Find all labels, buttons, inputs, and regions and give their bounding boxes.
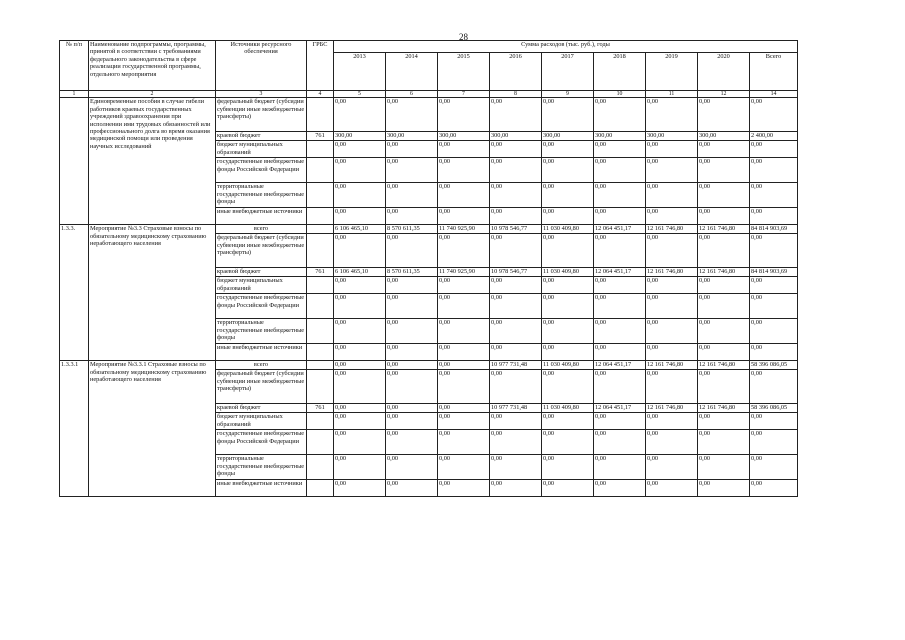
year-value: 0,00 (646, 208, 698, 225)
column-number: 4 (307, 91, 334, 98)
year-value: 0,00 (490, 158, 542, 183)
year-value: 0,00 (490, 183, 542, 208)
funding-source: территориальные государственные внебюджетные фонды (216, 455, 307, 480)
year-value: 0,00 (646, 480, 698, 497)
year-value: 0,00 (490, 430, 542, 455)
budget-table (59, 40, 798, 497)
year-value: 0,00 (386, 141, 438, 158)
year-value: 12 161 746,80 (646, 268, 698, 277)
funding-source: государственные внебюджетные фонды Российской Федерации (216, 158, 307, 183)
source-total-label: всего (216, 361, 307, 370)
year-value: 11 030 409,80 (542, 361, 594, 370)
year-value: 12 064 451,17 (594, 361, 646, 370)
year-value: 0,00 (438, 344, 490, 361)
year-value: 12 161 746,80 (646, 361, 698, 370)
column-number: 12 (698, 91, 750, 98)
row-index: 1.3.3.1 (60, 361, 89, 497)
funding-source: иные внебюджетные источники (216, 344, 307, 361)
year-value: 0,00 (542, 430, 594, 455)
year-value: 0,00 (594, 430, 646, 455)
year-value: 0,00 (334, 413, 386, 430)
year-value: 0,00 (594, 480, 646, 497)
year-value: 0,00 (386, 413, 438, 430)
header-year: 2018 (594, 53, 646, 91)
total-value: 2 400,00 (750, 132, 798, 141)
year-value: 0,00 (594, 277, 646, 294)
year-value: 10 978 546,77 (490, 268, 542, 277)
year-value: 0,00 (490, 208, 542, 225)
year-value: 0,00 (386, 319, 438, 344)
year-value: 0,00 (646, 234, 698, 268)
grbs-code (307, 183, 334, 208)
year-value: 0,00 (490, 319, 542, 344)
year-value: 0,00 (698, 294, 750, 319)
header-year: 2013 (334, 53, 386, 91)
grbs-code (307, 430, 334, 455)
year-value: 0,00 (542, 319, 594, 344)
year-value: 6 106 465,10 (334, 225, 386, 234)
funding-source: краевой бюджет (216, 268, 307, 277)
year-value: 0,00 (438, 413, 490, 430)
year-value: 0,00 (594, 158, 646, 183)
year-value: 0,00 (594, 183, 646, 208)
funding-source: федеральный бюджет (субсидии субвенции иные межбюджетные трансферты) (216, 234, 307, 268)
grbs-code (307, 234, 334, 268)
total-value: 0,00 (750, 344, 798, 361)
total-value: 0,00 (750, 98, 798, 132)
grbs-code (307, 225, 334, 234)
year-value: 0,00 (698, 141, 750, 158)
grbs-code (307, 413, 334, 430)
year-value: 0,00 (438, 455, 490, 480)
year-value: 0,00 (334, 234, 386, 268)
year-value: 0,00 (698, 234, 750, 268)
year-value: 300,00 (490, 132, 542, 141)
year-value: 0,00 (698, 455, 750, 480)
year-value: 0,00 (698, 208, 750, 225)
column-number: 6 (386, 91, 438, 98)
year-value: 0,00 (646, 183, 698, 208)
funding-source: иные внебюджетные источники (216, 208, 307, 225)
year-value: 0,00 (698, 370, 750, 404)
year-value: 0,00 (386, 98, 438, 132)
year-value: 300,00 (542, 132, 594, 141)
year-value: 0,00 (698, 98, 750, 132)
total-value: 0,00 (750, 319, 798, 344)
funding-source: бюджет муниципальных образований (216, 413, 307, 430)
year-value: 0,00 (490, 344, 542, 361)
year-value: 11 740 925,90 (438, 225, 490, 234)
year-value: 6 106 465,10 (334, 268, 386, 277)
year-value: 0,00 (646, 158, 698, 183)
total-value: 58 396 086,05 (750, 404, 798, 413)
year-value: 0,00 (698, 277, 750, 294)
year-value: 0,00 (490, 141, 542, 158)
year-value: 0,00 (490, 455, 542, 480)
year-value: 0,00 (594, 98, 646, 132)
header-year: 2020 (698, 53, 750, 91)
year-value: 0,00 (698, 430, 750, 455)
year-value: 12 064 451,17 (594, 404, 646, 413)
year-value: 0,00 (386, 208, 438, 225)
total-value: 0,00 (750, 183, 798, 208)
year-value: 0,00 (594, 370, 646, 404)
year-value: 0,00 (386, 234, 438, 268)
header-year: 2019 (646, 53, 698, 91)
measure-name: Мероприятие №3.3.1 Страховые взносы по обязательному медицинскому страхованию неработающего населения (89, 361, 216, 497)
year-value: 0,00 (438, 208, 490, 225)
column-number: 3 (216, 91, 307, 98)
grbs-code (307, 141, 334, 158)
grbs-code (307, 370, 334, 404)
year-value: 0,00 (542, 370, 594, 404)
total-value: 58 396 086,05 (750, 361, 798, 370)
total-value: 84 814 903,69 (750, 225, 798, 234)
grbs-code (307, 208, 334, 225)
header-year: 2015 (438, 53, 490, 91)
year-value: 0,00 (490, 480, 542, 497)
grbs-code (307, 158, 334, 183)
year-value: 12 161 746,80 (646, 404, 698, 413)
year-value: 0,00 (438, 158, 490, 183)
year-value: 0,00 (334, 98, 386, 132)
grbs-code (307, 455, 334, 480)
column-number: 11 (646, 91, 698, 98)
funding-source: иные внебюджетные источники (216, 480, 307, 497)
year-value: 0,00 (542, 455, 594, 480)
year-value: 0,00 (698, 480, 750, 497)
funding-source: территориальные государственные внебюджетные фонды (216, 183, 307, 208)
year-value: 11 030 409,80 (542, 404, 594, 413)
year-value: 0,00 (594, 319, 646, 344)
year-value: 0,00 (386, 370, 438, 404)
year-value: 0,00 (698, 183, 750, 208)
year-value: 0,00 (438, 404, 490, 413)
year-value: 0,00 (386, 183, 438, 208)
funding-source: территориальные государственные внебюджетные фонды (216, 319, 307, 344)
year-value: 0,00 (490, 294, 542, 319)
column-number: 1 (60, 91, 89, 98)
year-value: 0,00 (386, 344, 438, 361)
year-value: 0,00 (646, 430, 698, 455)
year-value: 0,00 (542, 234, 594, 268)
year-value: 300,00 (438, 132, 490, 141)
total-value: 0,00 (750, 234, 798, 268)
header-sum: Сумма расходов (тыс. руб.), годы (334, 41, 798, 53)
total-value: 0,00 (750, 480, 798, 497)
year-value: 0,00 (646, 319, 698, 344)
grbs-code: 761 (307, 132, 334, 141)
grbs-code (307, 344, 334, 361)
year-value: 0,00 (334, 141, 386, 158)
measure-name: Мероприятие №3.3 Страховые взносы по обязательному медицинскому страхованию неработающего населения (89, 225, 216, 361)
year-value: 0,00 (334, 294, 386, 319)
year-value: 0,00 (542, 208, 594, 225)
year-value: 11 030 409,80 (542, 268, 594, 277)
year-value: 0,00 (542, 413, 594, 430)
total-value: 0,00 (750, 208, 798, 225)
row-index: 1.3.3. (60, 225, 89, 361)
year-value: 0,00 (542, 277, 594, 294)
funding-source: федеральный бюджет (субсидии субвенции иные межбюджетные трансферты) (216, 98, 307, 132)
year-value: 0,00 (334, 404, 386, 413)
year-value: 0,00 (438, 294, 490, 319)
column-number: 2 (89, 91, 216, 98)
table-row (60, 225, 798, 234)
total-value: 0,00 (750, 277, 798, 294)
year-value: 12 161 746,80 (698, 404, 750, 413)
column-number: 14 (750, 91, 798, 98)
year-value: 0,00 (438, 361, 490, 370)
year-value: 10 977 731,48 (490, 361, 542, 370)
total-value: 0,00 (750, 430, 798, 455)
year-value: 0,00 (698, 319, 750, 344)
total-value: 0,00 (750, 370, 798, 404)
year-value: 0,00 (386, 404, 438, 413)
header-year: 2017 (542, 53, 594, 91)
year-value: 0,00 (646, 141, 698, 158)
year-value: 0,00 (542, 141, 594, 158)
source-total-label: всего (216, 225, 307, 234)
year-value: 0,00 (334, 208, 386, 225)
grbs-code (307, 319, 334, 344)
year-value: 0,00 (438, 183, 490, 208)
year-value: 0,00 (490, 234, 542, 268)
funding-source: краевой бюджет (216, 132, 307, 141)
year-value: 0,00 (594, 208, 646, 225)
year-value: 0,00 (646, 98, 698, 132)
year-value: 12 064 451,17 (594, 225, 646, 234)
row-index (60, 98, 89, 225)
header-total: Всего (750, 53, 798, 91)
year-value: 12 161 746,80 (698, 361, 750, 370)
header-year: 2014 (386, 53, 438, 91)
year-value: 0,00 (334, 319, 386, 344)
year-value: 0,00 (438, 98, 490, 132)
year-value: 0,00 (334, 183, 386, 208)
grbs-code (307, 294, 334, 319)
funding-source: федеральный бюджет (субсидии субвенции иные межбюджетные трансферты) (216, 370, 307, 404)
year-value: 10 978 546,77 (490, 225, 542, 234)
column-number: 8 (490, 91, 542, 98)
year-value: 0,00 (438, 480, 490, 497)
funding-source: государственные внебюджетные фонды Российской Федерации (216, 430, 307, 455)
year-value: 0,00 (438, 141, 490, 158)
column-number: 10 (594, 91, 646, 98)
column-number: 7 (438, 91, 490, 98)
year-value: 0,00 (542, 294, 594, 319)
year-value: 0,00 (334, 480, 386, 497)
year-value: 0,00 (594, 141, 646, 158)
total-value: 0,00 (750, 294, 798, 319)
year-value: 0,00 (386, 294, 438, 319)
year-value: 12 161 746,80 (646, 225, 698, 234)
total-value: 84 814 903,69 (750, 268, 798, 277)
header-source: Источники ресурсного обеспечения (216, 41, 307, 91)
year-value: 10 977 731,48 (490, 404, 542, 413)
year-value: 300,00 (698, 132, 750, 141)
grbs-code: 761 (307, 404, 334, 413)
year-value: 11 030 409,80 (542, 225, 594, 234)
funding-source: государственные внебюджетные фонды Российской Федерации (216, 294, 307, 319)
year-value: 0,00 (594, 234, 646, 268)
year-value: 0,00 (698, 413, 750, 430)
year-value: 0,00 (594, 294, 646, 319)
year-value: 12 161 746,80 (698, 268, 750, 277)
year-value: 0,00 (698, 344, 750, 361)
year-value: 0,00 (594, 344, 646, 361)
year-value: 0,00 (542, 158, 594, 183)
header-year: 2016 (490, 53, 542, 91)
grbs-code (307, 98, 334, 132)
year-value: 0,00 (438, 319, 490, 344)
year-value: 0,00 (646, 455, 698, 480)
year-value: 0,00 (646, 344, 698, 361)
year-value: 300,00 (594, 132, 646, 141)
year-value: 0,00 (334, 370, 386, 404)
header-idx: № п/п (60, 41, 89, 91)
page-number: 28 (459, 32, 468, 42)
year-value: 12 064 451,17 (594, 268, 646, 277)
table-row (60, 361, 798, 370)
year-value: 11 740 925,90 (438, 268, 490, 277)
year-value: 0,00 (334, 158, 386, 183)
grbs-code (307, 361, 334, 370)
year-value: 8 570 611,35 (386, 225, 438, 234)
grbs-code (307, 277, 334, 294)
year-value: 0,00 (490, 277, 542, 294)
year-value: 0,00 (438, 234, 490, 268)
year-value: 0,00 (646, 294, 698, 319)
year-value: 0,00 (594, 455, 646, 480)
year-value: 300,00 (386, 132, 438, 141)
year-value: 12 161 746,80 (698, 225, 750, 234)
year-value: 0,00 (386, 455, 438, 480)
year-value: 0,00 (542, 480, 594, 497)
measure-name: Единовременные пособия в случае гибели работников краевых государственных учреждений здравоохранения при исполнении ими трудовых обязанностей или профессионального долга во время оказания медицинской помощи или проведения научных исследований (89, 98, 216, 225)
year-value: 0,00 (334, 277, 386, 294)
year-value: 8 570 611,35 (386, 268, 438, 277)
column-number-row (60, 91, 798, 98)
table-row (60, 98, 798, 132)
funding-source: краевой бюджет (216, 404, 307, 413)
year-value: 0,00 (490, 413, 542, 430)
year-value: 0,00 (646, 277, 698, 294)
funding-source: бюджет муниципальных образований (216, 141, 307, 158)
year-value: 0,00 (594, 413, 646, 430)
year-value: 0,00 (438, 277, 490, 294)
year-value: 0,00 (386, 480, 438, 497)
column-number: 9 (542, 91, 594, 98)
total-value: 0,00 (750, 455, 798, 480)
year-value: 0,00 (490, 370, 542, 404)
year-value: 0,00 (542, 344, 594, 361)
year-value: 0,00 (386, 430, 438, 455)
total-value: 0,00 (750, 141, 798, 158)
header-name: Наименование подпрограммы, программы, принятой в соответствии с требованиями федерального законодательства в сфере реализации государственной программы, отдельного мероприятия (89, 41, 216, 91)
year-value: 0,00 (334, 430, 386, 455)
grbs-code: 761 (307, 268, 334, 277)
year-value: 0,00 (386, 158, 438, 183)
year-value: 0,00 (334, 361, 386, 370)
year-value: 0,00 (438, 430, 490, 455)
year-value: 0,00 (438, 370, 490, 404)
column-number: 5 (334, 91, 386, 98)
year-value: 0,00 (386, 277, 438, 294)
year-value: 0,00 (542, 183, 594, 208)
year-value: 0,00 (334, 344, 386, 361)
year-value: 0,00 (646, 413, 698, 430)
year-value: 0,00 (334, 455, 386, 480)
header-grbs: ГРБС (307, 41, 334, 91)
grbs-code (307, 480, 334, 497)
year-value: 0,00 (490, 98, 542, 132)
year-value: 0,00 (698, 158, 750, 183)
total-value: 0,00 (750, 413, 798, 430)
total-value: 0,00 (750, 158, 798, 183)
year-value: 300,00 (334, 132, 386, 141)
year-value: 0,00 (386, 361, 438, 370)
year-value: 0,00 (542, 98, 594, 132)
funding-source: бюджет муниципальных образований (216, 277, 307, 294)
year-value: 300,00 (646, 132, 698, 141)
year-value: 0,00 (646, 370, 698, 404)
